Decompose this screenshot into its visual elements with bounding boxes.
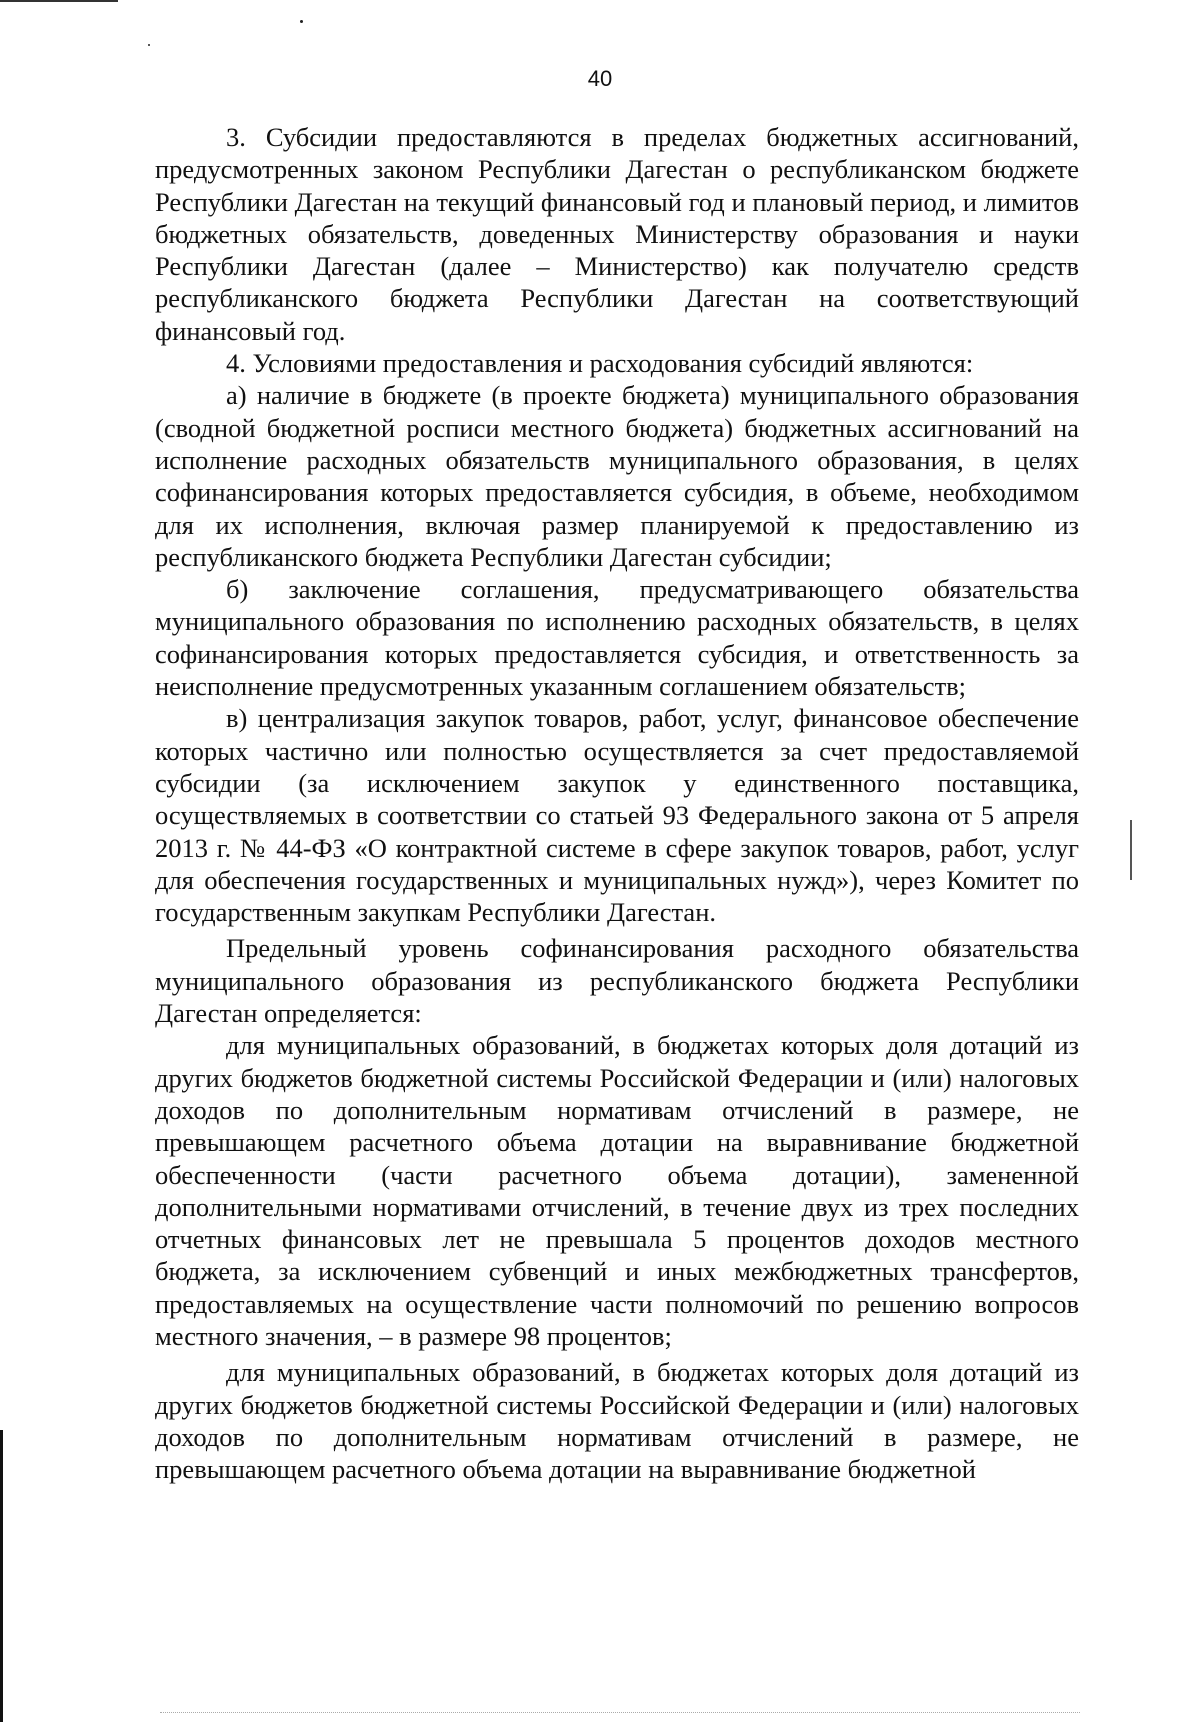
scan-speck [300, 20, 303, 23]
paragraph-condition-a: а) наличие в бюджете (в проекте бюджета) муниципального образования (сводной бюджетной росписи местного бюджета) бюджетных ассигнований на исполнение расходных обязательств муниципального образования, в целях софинансирования которых предоставляется субсидия, в объеме, необходимом для их исполнения, включая размер планируемой к предоставлению из республиканского бюджета Республики Дагестан субсидии; [155, 380, 1079, 572]
paragraph-subsidy-limits: 3. Субсидии предоставляются в пределах бюджетных ассигнований, предусмотренных законом Республики Дагестан о республиканском бюджете Республики Дагестан на текущий финансовый год и плановый период, и лимитов бюджетных обязательств, доведенных Министерству образования и науки Республики Дагестан (далее – Министерство) как получателю средств республиканского бюджета Республики Дагестан на соответствующий финансовый год. [155, 122, 1079, 346]
paragraph-next-category: для муниципальных образований, в бюджетах которых доля дотаций из других бюджетов бюджетной системы Российской Федерации и (или) налоговых доходов по дополнительным нормативам отчислений в размере, не превышающем расчетного объема дотации на выравнивание бюджетной [155, 1357, 1079, 1485]
paragraph-condition-v: в) централизация закупок товаров, работ, услуг, финансовое обеспечение которых частично или полностью осуществляется за счет предоставляемой субсидии (за исключением закупок у единственного поставщика, осуществляемых в соответствии со статьей 93 Федерального закона от 5 апреля 2013 г. № 44-ФЗ «О контрактной системе в сфере закупок товаров, работ, услуг для обеспечения государственных и муниципальных нужд»), через Комитет по государственным закупкам Республики Дагестан. [155, 703, 1079, 928]
paragraph-conditions-heading: 4. Условиями предоставления и расходования субсидий являются: [226, 348, 974, 379]
scan-edge-artifact [0, 1430, 3, 1722]
paragraph-98-percent: для муниципальных образований, в бюджетах которых доля дотаций из других бюджетов бюджетной системы Российской Федерации и (или) налоговых доходов по дополнительным нормативам отчислений в размере, не превышающем расчетного объема дотации на выравнивание бюджетной обеспеченности (части расчетного объема дотации), замененной дополнительными нормативами отчислений, в течение двух из трех последних отчетных финансовых лет не превышала 5 процентов доходов местного бюджета, за исключением субвенций и иных межбюджетных трансфертов, предоставляемых на осуществление части полномочий по решению вопросов местного значения, – в размере 98 процентов; [155, 1030, 1079, 1351]
scan-speck [148, 44, 150, 46]
paragraph-condition-b: б) заключение соглашения, предусматривающего обязательства муниципального образования по исполнению расходных обязательств, в целях софинансирования которых предоставляется субсидия, и ответственность за неисполнение предусмотренных указанным соглашением обязательств; [155, 574, 1079, 702]
document-body [155, 121, 1079, 1485]
paragraph-cofinancing-level: Предельный уровень софинансирования расходного обязательства муниципального образования из республиканского бюджета Республики Дагестан определяется: [155, 933, 1079, 1029]
scan-edge-artifact [160, 1712, 1080, 1714]
page-number: 40 [587, 66, 613, 91]
scan-edge-artifact [1130, 820, 1132, 880]
scan-edge-artifact [0, 0, 118, 2]
